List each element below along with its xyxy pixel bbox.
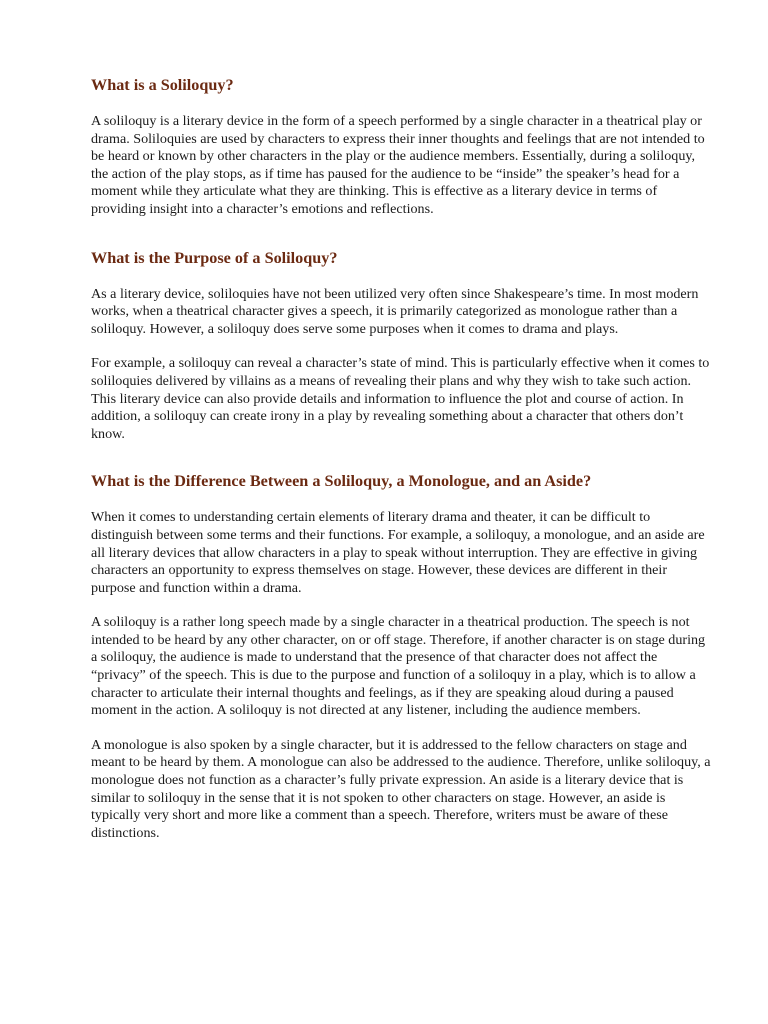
paragraph-definition: A soliloquy is a literary device in the form of a speech performed by a single character in a theatrical play or drama. Soliloquies are used by characters to express their inner thoughts and feelings that are not intended to be heard or known by other characters in the play or the audience members. Essentially, during a soliloquy, the action of the play stops, as if time has paused for the audience to be “inside” the speaker’s head for a moment while they articulate what they are thinking. This is effective as a literary device in terms of providing insight into a character’s emotions and reflections. [91,113,705,217]
paragraph-soliloquy-explained: A soliloquy is a rather long speech made by a single character in a theatrical production. The speech is not intended to be heard by any other character, on or off stage. Therefore, if another character is on stage during a soliloquy, the audience is made to understand that the presence of that character does not affect the “privacy” of the speech. This is due to the purpose and function of a soliloquy in a play, which is to allow a character to articulate their internal thoughts and feelings, as if they are speaking aloud during a paused moment in the action. A soliloquy is not directed at any listener, including the audience members. [91,614,706,719]
paragraph-difference-intro: When it comes to understanding certain elements of literary drama and theater, it can be difficult to distinguish between some terms and their functions. For example, a soliloquy, a monologue, and an aside are all literary devices that allow characters in a play to speak without interruption. They are effective in giving characters an opportunity to express themselves on stage. However, these devices are different in their purpose and function within a drama. [91,509,705,596]
document-page [91,74,711,842]
paragraph-purpose-history: As a literary device, soliloquies have not been utilized very often since Shakespeare’s time. In most modern works, when a theatrical character gives a speech, it is primarily categorized as monologue rather than a soliloquy. However, a soliloquy does serve some purposes when it comes to drama and plays. [91,285,699,337]
paragraph-purpose-examples: For example, a soliloquy can reveal a character’s state of mind. This is particularly effective when it comes to soliloquies delivered by villains as a means of revealing their plans and why they wish to take such action. This literary device can also provide details and information to influence the plot and course of action. In addition, a soliloquy can create irony in a play by revealing something about a character that others don’t know. [91,355,710,442]
heading-what-is-soliloquy: What is a Soliloquy? [91,76,234,94]
heading-purpose-of-soliloquy: What is the Purpose of a Soliloquy? [91,248,338,267]
paragraph-monologue-aside-explained: A monologue is also spoken by a single character, but it is addressed to the fellow characters on stage and meant to be heard by them. A monologue can also be addressed to the audience. Therefore, unlike soliloquy, a monologue does not function as a character’s fully private expression. An aside is a literary device that is similar to soliloquy in the sense that it is not spoken to other characters on stage. However, an aside is typically very short and more like a comment than a speech. Therefore, writers must be aware of these distinctions. [91,736,711,841]
heading-difference-soliloquy-monologue-aside: What is the Difference Between a Soliloquy, a Monologue, and an Aside? [91,472,592,491]
